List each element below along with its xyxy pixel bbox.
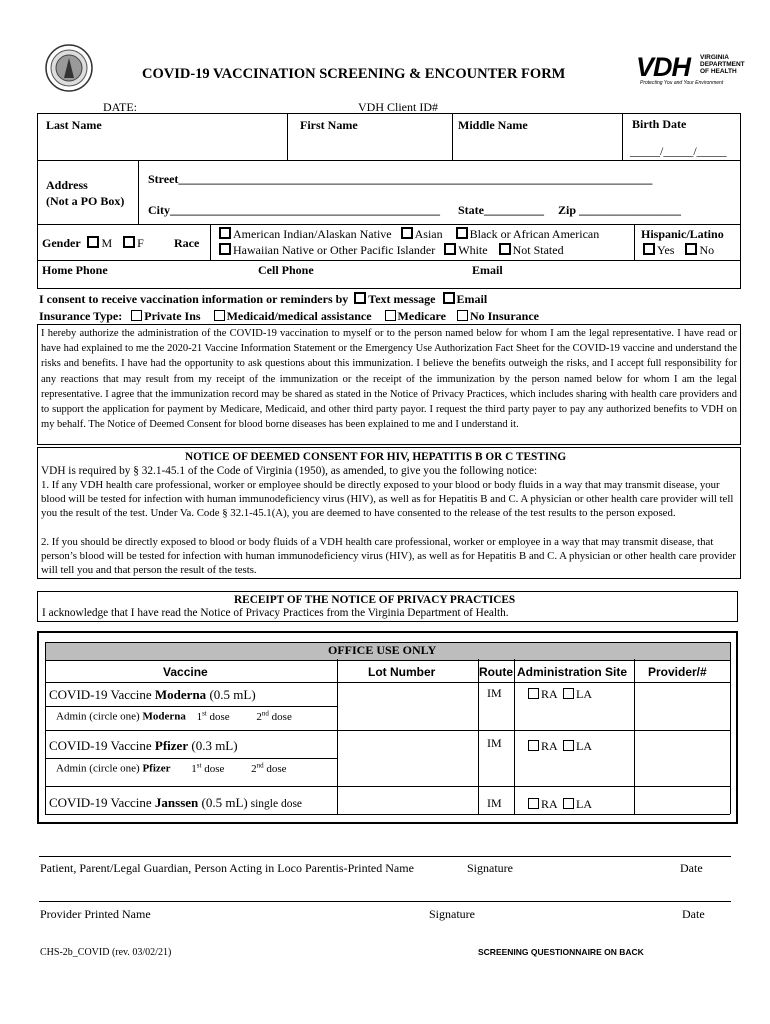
moderna-admin-row: Admin (circle one) Moderna 1st dose 2nd dose bbox=[56, 709, 292, 723]
race-black-label: Black or African American bbox=[469, 227, 600, 241]
privacy-title: RECEIPT OF THE NOTICE OF PRIVACY PRACTICES bbox=[234, 594, 516, 606]
patient-date-label: Date bbox=[680, 861, 703, 875]
client-id-label: VDH Client ID# bbox=[358, 100, 438, 114]
private-ins-checkbox[interactable] bbox=[131, 310, 142, 321]
race-native-label: American Indian/Alaskan Native bbox=[233, 227, 392, 241]
provider-signature-label: Signature bbox=[429, 907, 475, 921]
privacy-text: I acknowledge that I have read the Notice of Privacy Practices from the Virginia Department of Health. bbox=[42, 607, 509, 619]
gender-label: Gender bbox=[42, 236, 81, 250]
date-label: DATE: bbox=[103, 100, 137, 114]
patient-signature-line[interactable] bbox=[39, 856, 731, 857]
vdh-tagline: Protecting You and Your Environment bbox=[640, 80, 724, 86]
race-hawaiian-label: Hawaiian Native or Other Pacific Islander bbox=[233, 243, 436, 257]
col-lot-number: Lot Number bbox=[368, 665, 436, 679]
moderna-la-checkbox[interactable] bbox=[563, 688, 574, 699]
pfizer-ra-checkbox[interactable] bbox=[528, 740, 539, 751]
col-vaccine: Vaccine bbox=[163, 665, 208, 679]
birth-date-field[interactable]: _____/_____/_____ bbox=[630, 144, 727, 158]
email-checkbox[interactable] bbox=[443, 292, 455, 304]
cell-phone-label: Cell Phone bbox=[258, 263, 314, 277]
gender-f-label: F bbox=[137, 236, 144, 250]
table-row-janssen: COVID-19 Vaccine Janssen (0.5 mL) single dose bbox=[49, 795, 303, 810]
race-hawaiian-checkbox[interactable] bbox=[219, 243, 231, 255]
home-phone-label: Home Phone bbox=[42, 263, 108, 277]
deemed-consent-intro: VDH is required by § 32.1-45.1 of the Code of Virginia (1950), as amended, to give you the following notice: bbox=[41, 465, 538, 477]
deemed-consent-p1: 1. If any VDH health care professional, worker or employee should be directly exposed to your blood or body fluids in a way that may transmit disease, your blood will be tested for infection with human immunodeficiency virus (HIV), as well as for Hepatitis B and C. A physician or other health care provider will tell you the result of the test. Under Va. Code § 32.1-45.1(A), you are deemed to have consented to the release of the test results to the person exposed. bbox=[41, 479, 734, 520]
pfizer-route: IM bbox=[487, 736, 502, 750]
moderna-dose-1[interactable]: 1st dose bbox=[196, 709, 230, 723]
pfizer-dose-2[interactable]: 2nd dose bbox=[251, 761, 287, 775]
hispanic-no-checkbox[interactable] bbox=[685, 243, 697, 255]
vdh-logo-line2: DEPARTMENT bbox=[700, 61, 745, 68]
deemed-consent-p2: 2. If you should be directly exposed to blood or body fluids of a VDH health care professional, worker or employee in a way that may transmit disease, that person’s blood will be tested for infection with human immunodeficiency virus (HIV), as well as for Hepatitis B and C. A physician or other health care provider will tell you and that person the result of the tests. bbox=[41, 536, 737, 577]
vdh-logo-line1: VIRGINIA bbox=[700, 54, 729, 61]
gender-m-label: M bbox=[101, 236, 113, 250]
race-not-stated-checkbox[interactable] bbox=[499, 243, 511, 255]
race-white-checkbox[interactable] bbox=[444, 243, 456, 255]
insurance-label: Insurance Type: bbox=[39, 309, 123, 323]
reminder-consent-row bbox=[39, 292, 487, 307]
moderna-admin-brand[interactable]: Moderna bbox=[142, 710, 186, 723]
pfizer-site: RA LA bbox=[528, 739, 592, 754]
form-code: CHS-2b_COVID (rev. 03/02/21) bbox=[40, 947, 172, 958]
vdh-logo bbox=[636, 52, 746, 92]
race-native-checkbox[interactable] bbox=[219, 227, 231, 239]
race-asian-label: Asian bbox=[414, 227, 443, 241]
race-options-row2 bbox=[219, 243, 564, 258]
private-ins-label: Private Ins bbox=[144, 309, 201, 323]
col-route: Route bbox=[479, 665, 513, 679]
moderna-route: IM bbox=[487, 686, 502, 700]
virginia-seal bbox=[45, 44, 93, 92]
janssen-route: IM bbox=[487, 796, 502, 810]
patient-info-box bbox=[37, 113, 741, 289]
hispanic-no-label: No bbox=[699, 243, 715, 257]
janssen-ra-checkbox[interactable] bbox=[528, 798, 539, 809]
race-asian-checkbox[interactable] bbox=[401, 227, 413, 239]
table-row-pfizer: COVID-19 Vaccine Pfizer (0.3 mL) bbox=[49, 738, 238, 753]
race-label: Race bbox=[174, 236, 200, 250]
hispanic-options bbox=[643, 243, 714, 258]
race-black-checkbox[interactable] bbox=[456, 227, 468, 239]
office-use-title: OFFICE USE ONLY bbox=[328, 643, 437, 657]
city-field[interactable]: City_____________________________________________ bbox=[148, 203, 440, 217]
birth-date-label: Birth Date bbox=[632, 117, 687, 131]
col-admin-site: Administration Site bbox=[517, 665, 628, 679]
back-notice: SCREENING QUESTIONNAIRE ON BACK bbox=[478, 947, 644, 957]
middle-name-label: Middle Name bbox=[458, 118, 528, 132]
hispanic-label: Hispanic/Latino bbox=[641, 227, 724, 241]
patient-signature-label: Signature bbox=[467, 861, 513, 875]
pfizer-la-checkbox[interactable] bbox=[563, 740, 574, 751]
text-message-checkbox[interactable] bbox=[354, 292, 366, 304]
street-field[interactable]: Street_______________________________________________________________________________ bbox=[148, 172, 653, 186]
medicare-checkbox[interactable] bbox=[385, 310, 396, 321]
col-provider: Provider/# bbox=[648, 665, 707, 679]
moderna-dose-2[interactable]: 2nd dose bbox=[256, 709, 292, 723]
insurance-row bbox=[39, 309, 539, 324]
state-field[interactable]: State__________ bbox=[458, 203, 544, 217]
vdh-logo-text: VDH bbox=[636, 52, 691, 82]
pfizer-admin-brand[interactable]: Pfizer bbox=[142, 762, 171, 775]
email-label: Email bbox=[472, 263, 503, 277]
janssen-la-checkbox[interactable] bbox=[563, 798, 574, 809]
race-not-stated-label: Not Stated bbox=[512, 243, 564, 257]
hispanic-yes-label: Yes bbox=[657, 243, 675, 257]
first-name-label: First Name bbox=[300, 118, 358, 132]
gender-m-checkbox[interactable] bbox=[87, 236, 99, 248]
janssen-site: RA LA bbox=[528, 797, 592, 812]
last-name-label: Last Name bbox=[46, 118, 102, 132]
authorization-text: I hereby authorize the administration of the COVID-19 vaccination to myself or to the person named below for whom I am the legal representative. I have read or have had explained to me the 2020-21 Vaccine Information Statement or the Emergency Use Authorization Fact Sheet for the COVID-19 vaccine and understand the risks and benefits. I have had the opportunity to ask questions about this immunization. I believe the benefits outweigh the risks, and I accept full responsibility for any reactions that may result from my receipt of the immunization or the receipt of the immunization by the person named below for whom I am the legal representative. I agree that the immunization record may be shared as stated in the Notice of Privacy Practices, which includes sharing with health care providers and to support the application for payment by Medicare, Medicaid, and other third party payor. I request the third party payer to pay any authorized benefits to VDH on my behalf. The Notice of Deemed Consent for blood borne diseases has been explained to me and I understand it. bbox=[41, 328, 737, 431]
race-white-label: White bbox=[458, 243, 488, 257]
text-message-label: Text message bbox=[368, 292, 436, 306]
no-insurance-checkbox[interactable] bbox=[457, 310, 468, 321]
table-row-moderna: COVID-19 Vaccine Moderna (0.5 mL) bbox=[49, 687, 256, 702]
medicare-label: Medicare bbox=[397, 309, 446, 323]
provider-printed-name-label: Provider Printed Name bbox=[40, 907, 151, 921]
no-insurance-label: No Insurance bbox=[469, 309, 539, 323]
provider-signature-line[interactable] bbox=[39, 901, 731, 902]
moderna-ra-checkbox[interactable] bbox=[528, 688, 539, 699]
email-consent-label: Email bbox=[456, 292, 488, 306]
race-options-row1 bbox=[219, 227, 599, 242]
medicaid-checkbox[interactable] bbox=[214, 310, 225, 321]
provider-date-label: Date bbox=[682, 907, 705, 921]
gender-row bbox=[42, 236, 144, 251]
pfizer-dose-1[interactable]: 1st dose bbox=[191, 761, 225, 775]
address-label: Address bbox=[46, 178, 88, 192]
vdh-logo-line3: OF HEALTH bbox=[700, 68, 737, 75]
hispanic-yes-checkbox[interactable] bbox=[643, 243, 655, 255]
medicaid-label: Medicaid/medical assistance bbox=[226, 309, 372, 323]
reminder-consent-label: I consent to receive vaccination information or reminders by bbox=[39, 292, 349, 306]
gender-f-checkbox[interactable] bbox=[123, 236, 135, 248]
moderna-site: RA LA bbox=[528, 687, 592, 702]
zip-field[interactable]: Zip _________________ bbox=[558, 203, 682, 217]
pfizer-admin-row: Admin (circle one) Pfizer 1st dose 2nd dose bbox=[56, 761, 287, 775]
patient-printed-name-label: Patient, Parent/Legal Guardian, Person Acting in Loco Parentis-Printed Name bbox=[40, 861, 414, 875]
deemed-consent-title: NOTICE OF DEEMED CONSENT FOR HIV, HEPATITIS B OR C TESTING bbox=[185, 451, 567, 463]
form-title: COVID-19 VACCINATION SCREENING & ENCOUNTER FORM bbox=[142, 66, 566, 82]
address-note: (Not a PO Box) bbox=[46, 194, 125, 208]
